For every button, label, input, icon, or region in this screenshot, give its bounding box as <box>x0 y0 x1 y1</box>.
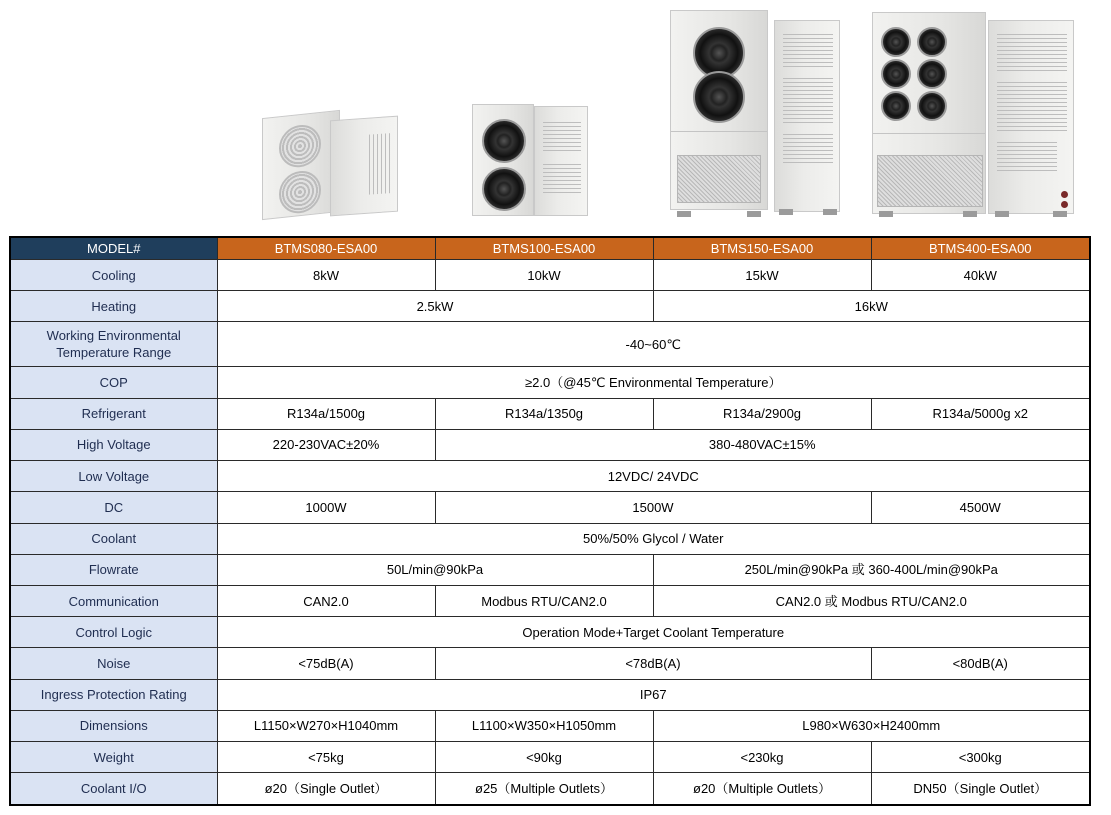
row-label: Flowrate <box>10 554 217 585</box>
header-row <box>10 237 1090 260</box>
header-model-cell: BTMS150-ESA00 <box>653 237 871 260</box>
header-model-cell: BTMS100-ESA00 <box>435 237 653 260</box>
table-row-ip-rating <box>10 679 1090 710</box>
table-cell: <78dB(A) <box>435 648 871 679</box>
row-label: High Voltage <box>10 429 217 460</box>
table-cell: 220-230VAC±20% <box>217 429 435 460</box>
table-row-low-voltage <box>10 461 1090 492</box>
table-cell: Operation Mode+Target Coolant Temperature <box>217 617 1090 648</box>
table-row-refrigerant <box>10 398 1090 429</box>
table-cell: 50%/50% Glycol / Water <box>217 523 1090 554</box>
table-cell: 15kW <box>653 260 871 291</box>
table-cell: 380-480VAC±15% <box>435 429 1090 460</box>
table-cell: 16kW <box>653 291 1090 322</box>
table-cell: <300kg <box>871 742 1090 773</box>
table-cell: R134a/2900g <box>653 398 871 429</box>
table-cell: ø20（Multiple Outlets） <box>653 773 871 805</box>
table-cell: DN50（Single Outlet） <box>871 773 1090 805</box>
table-cell: 1000W <box>217 492 435 523</box>
row-label: Coolant I/O <box>10 773 217 805</box>
table-cell: 1500W <box>435 492 871 523</box>
row-label: Ingress Protection Rating <box>10 679 217 710</box>
table-cell: Modbus RTU/CAN2.0 <box>435 585 653 616</box>
row-label: Cooling <box>10 260 217 291</box>
table-cell: 50L/min@90kPa <box>217 554 653 585</box>
row-label: Heating <box>10 291 217 322</box>
table-cell: R134a/1500g <box>217 398 435 429</box>
table-cell: IP67 <box>217 679 1090 710</box>
product-image-btms080 <box>258 100 404 224</box>
table-cell: <90kg <box>435 742 653 773</box>
table-cell: R134a/5000g x2 <box>871 398 1090 429</box>
table-cell: 10kW <box>435 260 653 291</box>
row-label: Low Voltage <box>10 461 217 492</box>
row-label: Weight <box>10 742 217 773</box>
table-cell: 250L/min@90kPa 或 360-400L/min@90kPa <box>653 554 1090 585</box>
table-cell: 12VDC/ 24VDC <box>217 461 1090 492</box>
table-cell: <75dB(A) <box>217 648 435 679</box>
table-cell: <230kg <box>653 742 871 773</box>
header-model-cell: BTMS400-ESA00 <box>871 237 1090 260</box>
table-cell: L980×W630×H2400mm <box>653 710 1090 741</box>
table-row-cooling <box>10 260 1090 291</box>
table-row-working-temp <box>10 322 1090 367</box>
table-row-weight <box>10 742 1090 773</box>
table-cell: 4500W <box>871 492 1090 523</box>
row-label: DC <box>10 492 217 523</box>
header-label-cell: MODEL# <box>10 237 217 260</box>
row-label: Dimensions <box>10 710 217 741</box>
table-cell: ø20（Single Outlet） <box>217 773 435 805</box>
table-row-cop <box>10 367 1090 398</box>
table-row-coolant <box>10 523 1090 554</box>
table-cell: R134a/1350g <box>435 398 653 429</box>
table-row-high-voltage <box>10 429 1090 460</box>
spec-table <box>9 236 1091 806</box>
table-row-control-logic <box>10 617 1090 648</box>
table-cell: 40kW <box>871 260 1090 291</box>
table-row-coolant-io <box>10 773 1090 805</box>
table-row-dc <box>10 492 1090 523</box>
table-row-flowrate <box>10 554 1090 585</box>
row-label: Coolant <box>10 523 217 554</box>
table-cell: -40~60℃ <box>217 322 1090 367</box>
table-cell: 8kW <box>217 260 435 291</box>
product-image-btms100 <box>470 100 592 222</box>
row-label: Noise <box>10 648 217 679</box>
product-images <box>0 0 1111 236</box>
header-model-cell: BTMS080-ESA00 <box>217 237 435 260</box>
product-image-btms400 <box>870 10 1080 220</box>
table-row-communication <box>10 585 1090 616</box>
table-row-noise <box>10 648 1090 679</box>
table-cell: ø25（Multiple Outlets） <box>435 773 653 805</box>
table-cell: L1150×W270×H1040mm <box>217 710 435 741</box>
row-label: COP <box>10 367 217 398</box>
row-label: Communication <box>10 585 217 616</box>
table-cell: CAN2.0 <box>217 585 435 616</box>
table-cell: <80dB(A) <box>871 648 1090 679</box>
table-row-dimensions <box>10 710 1090 741</box>
table-cell: 2.5kW <box>217 291 653 322</box>
table-cell: ≥2.0（@45℃ Environmental Temperature） <box>217 367 1090 398</box>
table-row-heating <box>10 291 1090 322</box>
table-cell: L1100×W350×H1050mm <box>435 710 653 741</box>
table-cell: CAN2.0 或 Modbus RTU/CAN2.0 <box>653 585 1090 616</box>
table-cell: <75kg <box>217 742 435 773</box>
row-label: Working Environmental Temperature Range <box>10 322 217 367</box>
product-image-btms150 <box>658 6 842 220</box>
row-label: Control Logic <box>10 617 217 648</box>
row-label: Refrigerant <box>10 398 217 429</box>
